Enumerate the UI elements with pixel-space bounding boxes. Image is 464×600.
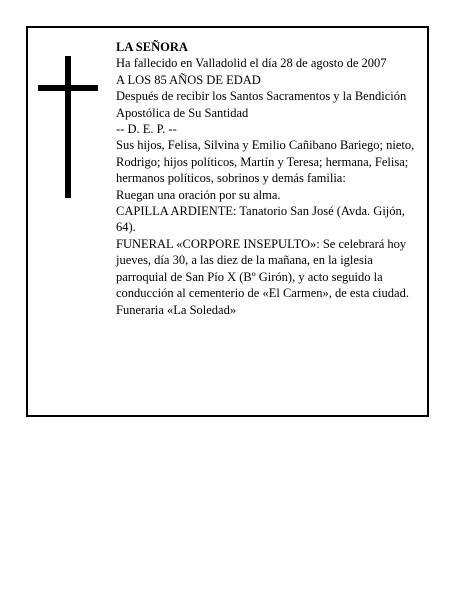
notice-text (116, 39, 422, 318)
sacraments-line: Después de recibir los Santos Sacramentos y la Bendición Apostólica de Su Santidad (116, 89, 407, 120)
latin-cross-icon (38, 56, 98, 198)
chapel-info: CAPILLA ARDIENTE: Tanatorio San José (Avda. Gijón, 64). (116, 204, 405, 235)
cross-vertical-bar (65, 56, 71, 198)
family-list: Sus hijos, Felisa, Silvina y Emilio Cañibano Bariego; nieto, Rodrigo; hijos políticos, Martín y Teresa; hermana, Felisa; hermanos políticos, sobrinos y demás familia: (116, 138, 415, 186)
funeral-info: FUNERAL «CORPORE INSEPULTO»: Se celebrará hoy jueves, día 30, a las diez de la mañana, en la iglesia parroquial de San Pío X (Bº Girón), y acto seguido la conducción al cementerio de «El Carmen», de esta ciudad. (116, 236, 409, 301)
notice-title: LA SEÑORA (116, 40, 188, 54)
age-line: A LOS 85 AÑOS DE EDAD (116, 72, 261, 87)
cross-horizontal-bar (38, 85, 98, 91)
obituary-notice (26, 26, 429, 417)
prayer-request: Ruegan una oración por su alma. (116, 187, 281, 202)
death-announcement: Ha fallecido en Valladolid el día 28 de agosto de 2007 (116, 56, 387, 71)
rip-line: -- D. E. P. -- (116, 122, 177, 137)
funeral-home: Funeraria «La Soledad» (116, 302, 237, 317)
